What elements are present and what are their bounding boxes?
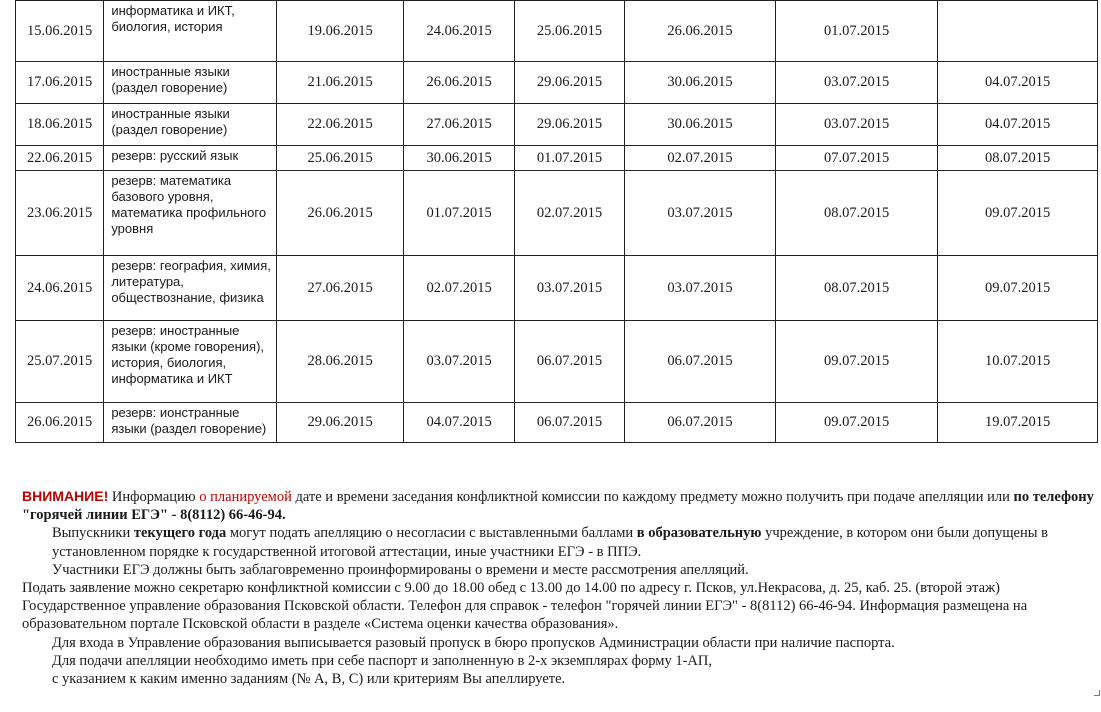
table-row — [16, 403, 1098, 443]
hotline-phone: по телефону "горячей линии ЕГЭ" - 8(8112) 66-46-94. — [22, 489, 1094, 524]
subject-cell: резерв: русский язык — [104, 146, 277, 171]
date-cell: 02.07.2015 — [404, 256, 514, 321]
notice-text: Выпускники — [52, 525, 134, 542]
exam-date-cell: 22.06.2015 — [16, 146, 104, 171]
appeal-schedule-table — [15, 0, 1098, 443]
date-cell: 24.06.2015 — [404, 1, 514, 62]
date-cell: 06.07.2015 — [514, 321, 624, 403]
notice-paragraph: Для входа в Управление образования выписывается разовый пропуск в бюро пропусков Администрации области при наличие паспорта. — [52, 634, 895, 651]
exam-date-cell: 17.06.2015 — [16, 62, 104, 104]
date-cell: 10.07.2015 — [938, 321, 1098, 403]
notice-text: Информацию — [108, 489, 200, 505]
subject-cell: резерв: география, химия, литература, обществознание, физика — [104, 256, 277, 321]
subject-cell: иностранные языки (раздел говорение) — [104, 62, 277, 104]
planned-text: о планируемой — [199, 489, 292, 505]
date-cell: 03.07.2015 — [625, 256, 776, 321]
table-row — [16, 104, 1098, 146]
date-cell: 30.06.2015 — [625, 104, 776, 146]
date-cell: 01.07.2015 — [404, 171, 514, 256]
date-cell: 03.07.2015 — [404, 321, 514, 403]
table-row — [16, 146, 1098, 171]
notice-paragraph — [22, 487, 1097, 524]
date-cell: 27.06.2015 — [276, 256, 403, 321]
date-cell: 09.07.2015 — [938, 256, 1098, 321]
notice-paragraph: Для подачи апелляции необходимо иметь при себе паспорт и заполненную в 2-х экземплярах форму 1-АП, — [52, 652, 712, 669]
notice-text: могут подать апелляцию о несогласии с выставленными баллами — [226, 525, 637, 542]
date-cell: 26.06.2015 — [625, 1, 776, 62]
date-cell: 09.07.2015 — [775, 321, 938, 403]
table-row — [16, 1, 1098, 62]
date-cell: 29.06.2015 — [514, 104, 624, 146]
table-row — [16, 256, 1098, 321]
date-cell: 21.06.2015 — [276, 62, 403, 104]
exam-date-cell: 25.07.2015 — [16, 321, 104, 403]
date-cell: 08.07.2015 — [938, 146, 1098, 171]
date-cell: 06.07.2015 — [625, 321, 776, 403]
page-corner-mark — [1094, 690, 1100, 696]
attention-label: ВНИМАНИЕ! — [22, 488, 109, 504]
date-cell: 30.06.2015 — [625, 62, 776, 104]
notice-text: дате и времени заседания конфликтной комиссии по каждому предмету можно получить при подаче апелляции или — [291, 489, 1014, 505]
date-cell: 04.07.2015 — [404, 403, 514, 443]
notice-paragraph: Участники ЕГЭ должны быть заблаговременно проинформированы о времени и месте рассмотрения апелляций. — [52, 561, 749, 578]
date-cell: 28.06.2015 — [276, 321, 403, 403]
date-cell: 01.07.2015 — [775, 1, 938, 62]
date-cell: 09.07.2015 — [938, 171, 1098, 256]
date-cell: 26.06.2015 — [276, 171, 403, 256]
date-cell: 08.07.2015 — [775, 256, 938, 321]
date-cell: 02.07.2015 — [625, 146, 776, 171]
exam-date-cell: 18.06.2015 — [16, 104, 104, 146]
table-row — [16, 321, 1098, 403]
date-cell: 29.06.2015 — [276, 403, 403, 443]
notice-paragraph: Подать заявление можно секретарю конфликтной комиссии с 9.00 до 18.00 обед с 13.00 до 14.00 по адресу г. Псков, ул.Некрасова, д. 25, каб. 25. (второй этаж) Государственное управление образования Псковской области. Телефон для справок - телефон "горячей линии ЕГЭ" - 8(8112) 66-46-94. Информация размещена на образовательном портале Псковской области в разделе «Система оценки качества образования». — [22, 580, 1028, 633]
date-cell — [938, 1, 1098, 62]
subject-cell: резерв: иностранные языки (кроме говорения), история, биология, информатика и ИКТ — [104, 321, 277, 403]
date-cell: 25.06.2015 — [276, 146, 403, 171]
date-cell: 30.06.2015 — [404, 146, 514, 171]
date-cell: 01.07.2015 — [514, 146, 624, 171]
notice-paragraph: с указанием к каким именно заданиям (№ А, В, С) или критериям Вы апеллируете. — [52, 671, 566, 688]
date-cell: 02.07.2015 — [514, 171, 624, 256]
subject-cell: резерв: математика базового уровня, математика профильного уровня — [104, 171, 277, 256]
date-cell: 06.07.2015 — [625, 403, 776, 443]
notice-paragraph — [22, 524, 1097, 560]
date-cell: 19.06.2015 — [276, 1, 403, 62]
date-cell: 03.07.2015 — [514, 256, 624, 321]
date-cell: 29.06.2015 — [514, 62, 624, 104]
date-cell: 03.07.2015 — [775, 62, 938, 104]
subject-cell: резерв: ионстранные языки (раздел говорение) — [104, 403, 277, 443]
table-row — [16, 171, 1098, 256]
date-cell: 22.06.2015 — [276, 104, 403, 146]
notice-bold-text: в образовательную — [636, 525, 762, 542]
notice-text: учреждение, в котором они были допущены в установленном порядке к государственной итоговой аттестации, иные участники ЕГЭ - в ППЭ. — [52, 525, 1048, 560]
date-cell: 07.07.2015 — [775, 146, 938, 171]
date-cell: 08.07.2015 — [775, 171, 938, 256]
exam-date-cell: 23.06.2015 — [16, 171, 104, 256]
notice-block — [22, 487, 1097, 688]
exam-date-cell: 24.06.2015 — [16, 256, 104, 321]
date-cell: 04.07.2015 — [938, 104, 1098, 146]
exam-date-cell: 15.06.2015 — [16, 1, 104, 62]
date-cell: 04.07.2015 — [938, 62, 1098, 104]
date-cell: 03.07.2015 — [625, 171, 776, 256]
subject-cell: иностранные языки (раздел говорение) — [104, 104, 277, 146]
date-cell: 19.07.2015 — [938, 403, 1098, 443]
notice-bold-text: текущего года — [133, 525, 227, 542]
table-row — [16, 62, 1098, 104]
exam-date-cell: 26.06.2015 — [16, 403, 104, 443]
date-cell: 09.07.2015 — [775, 403, 938, 443]
subject-cell: информатика и ИКТ, биология, история — [104, 1, 277, 62]
date-cell: 06.07.2015 — [514, 403, 624, 443]
date-cell: 27.06.2015 — [404, 104, 514, 146]
date-cell: 25.06.2015 — [514, 1, 624, 62]
date-cell: 26.06.2015 — [404, 62, 514, 104]
date-cell: 03.07.2015 — [775, 104, 938, 146]
